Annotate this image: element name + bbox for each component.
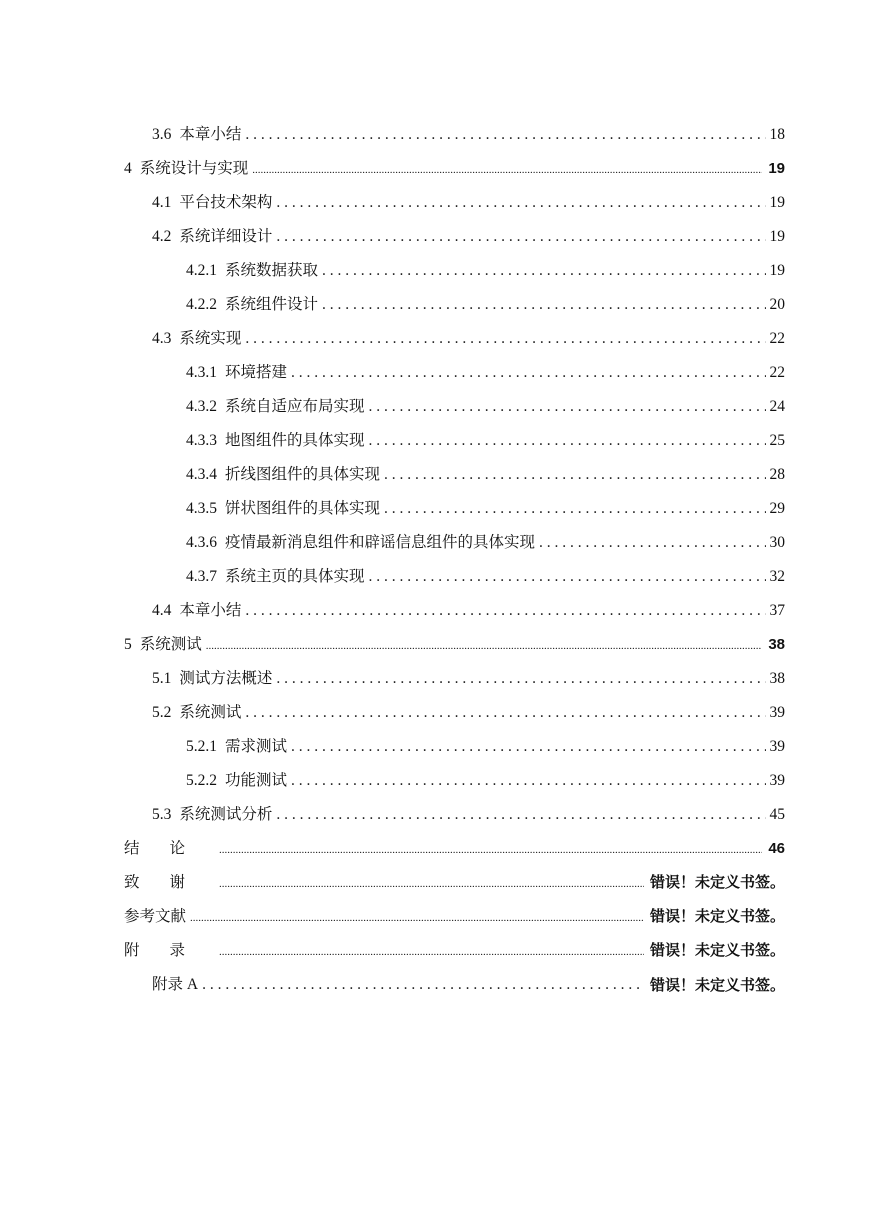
- toc-entry-4-3-7[interactable]: [0, 560, 869, 594]
- toc-entry-page: 37: [769, 602, 785, 619]
- toc-entry-number: 5.2.2: [186, 772, 217, 789]
- toc-entry-page: 45: [769, 806, 785, 823]
- toc-entry-5[interactable]: [0, 628, 869, 662]
- dot-leader: [245, 322, 765, 356]
- toc-entry-number: 4.2: [152, 228, 172, 245]
- toc-entry-page: 错误！未定义书签。: [649, 908, 785, 925]
- toc-entry-number: 4.2.1: [186, 262, 217, 279]
- toc-entry-title: 致谢: [124, 874, 216, 891]
- toc-entry-number: 5.2.1: [186, 738, 217, 755]
- toc-entry-title: 参考文献: [124, 908, 187, 925]
- dot-leader: [219, 866, 644, 901]
- dot-leader: [322, 288, 765, 322]
- toc-entry-title: 功能测试: [225, 772, 288, 789]
- toc-entry-title: 系统主页的具体实现: [225, 568, 365, 585]
- toc-entry-page: 25: [769, 432, 785, 449]
- toc-entry-page: 18: [769, 126, 785, 143]
- toc-entry-page: 错误！未定义书签。: [649, 874, 785, 891]
- dot-leader: [291, 356, 765, 390]
- toc-entry-title: 系统设计与实现: [139, 160, 249, 177]
- toc-entry-title: 附录: [124, 942, 216, 959]
- toc-entry-appendix-a[interactable]: [0, 968, 869, 1002]
- toc-entry-4-2-1[interactable]: [0, 254, 869, 288]
- toc-entry-5-1[interactable]: [0, 662, 869, 696]
- toc-entry-page: 22: [769, 364, 785, 381]
- toc-entry-4-3-3[interactable]: [0, 424, 869, 458]
- table-of-contents: [0, 118, 869, 1002]
- toc-entry-title: 系统测试分析: [179, 806, 273, 823]
- toc-entry-page: 22: [769, 330, 785, 347]
- toc-entry-page: 38: [768, 636, 785, 653]
- toc-entry-number: 4.3: [152, 330, 172, 347]
- dot-leader: [291, 764, 765, 798]
- toc-entry-4-3-6[interactable]: [0, 526, 869, 560]
- toc-entry-title: 附录 A: [152, 976, 199, 993]
- toc-entry-number: 4: [124, 160, 132, 177]
- toc-entry-page: 39: [769, 772, 785, 789]
- toc-entry-page: 32: [769, 568, 785, 585]
- toc-entry-number: 5.2: [152, 704, 172, 721]
- toc-entry-number: 4.3.2: [186, 398, 217, 415]
- toc-entry-page: 46: [768, 840, 785, 857]
- toc-entry-conclusion[interactable]: [0, 832, 869, 866]
- toc-entry-5-2-1[interactable]: [0, 730, 869, 764]
- toc-entry-5-2[interactable]: [0, 696, 869, 730]
- toc-entry-title: 测试方法概述: [179, 670, 273, 687]
- dot-leader: [384, 492, 765, 526]
- toc-entry-number: 5.1: [152, 670, 172, 687]
- toc-entry-5-2-2[interactable]: [0, 764, 869, 798]
- toc-entry-page: 20: [769, 296, 785, 313]
- toc-entry-page: 39: [769, 704, 785, 721]
- toc-entry-4-3-5[interactable]: [0, 492, 869, 526]
- toc-entry-appendix[interactable]: [0, 934, 869, 968]
- dot-leader: [190, 900, 644, 935]
- toc-entry-number: 4.3.4: [186, 466, 217, 483]
- dot-leader: [245, 696, 765, 730]
- toc-entry-number: 4.2.2: [186, 296, 217, 313]
- toc-entry-4-3-1[interactable]: [0, 356, 869, 390]
- toc-entry-4[interactable]: [0, 152, 869, 186]
- dot-leader: [384, 458, 765, 492]
- toc-entry-page: 错误！未定义书签。: [649, 976, 785, 994]
- toc-entry-4-3-4[interactable]: [0, 458, 869, 492]
- toc-entry-4-4[interactable]: [0, 594, 869, 628]
- dot-leader: [219, 934, 644, 969]
- toc-entry-5-3[interactable]: [0, 798, 869, 832]
- toc-entry-references[interactable]: [0, 900, 869, 934]
- dot-leader: [369, 390, 766, 424]
- toc-entry-title: 需求测试: [225, 738, 288, 755]
- toc-entry-page: 30: [769, 534, 785, 551]
- toc-entry-4-3-2[interactable]: [0, 390, 869, 424]
- dot-leader: [322, 254, 765, 288]
- toc-entry-3-6[interactable]: [0, 118, 869, 152]
- toc-entry-number: 5: [124, 636, 132, 653]
- toc-entry-title: 地图组件的具体实现: [225, 432, 365, 449]
- toc-entry-title: 系统组件设计: [225, 296, 319, 313]
- dot-leader: [245, 118, 765, 152]
- toc-entry-page: 19: [769, 262, 785, 279]
- toc-entry-number: 4.3.5: [186, 500, 217, 517]
- toc-entry-title: 本章小结: [179, 126, 242, 143]
- toc-entry-page: 38: [769, 670, 785, 687]
- dot-leader: [202, 968, 644, 1002]
- toc-entry-title: 系统实现: [179, 330, 242, 347]
- toc-entry-number: 4.3.1: [186, 364, 217, 381]
- toc-entry-number: 4.3.6: [186, 534, 217, 551]
- dot-leader: [369, 560, 766, 594]
- toc-entry-4-2[interactable]: [0, 220, 869, 254]
- toc-entry-title: 平台技术架构: [179, 194, 273, 211]
- toc-entry-title: 系统测试: [139, 636, 202, 653]
- dot-leader: [245, 594, 765, 628]
- dot-leader: [276, 798, 765, 832]
- toc-entry-title: 系统测试: [179, 704, 242, 721]
- dot-leader: [369, 424, 766, 458]
- toc-entry-page: 19: [769, 228, 785, 245]
- toc-entry-number: 3.6: [152, 126, 172, 143]
- toc-entry-title: 系统自适应布局实现: [225, 398, 365, 415]
- dot-leader: [539, 526, 765, 560]
- dot-leader: [291, 730, 765, 764]
- toc-entry-title: 本章小结: [179, 602, 242, 619]
- toc-entry-page: 28: [769, 466, 785, 483]
- toc-entry-number: 4.3.3: [186, 432, 217, 449]
- toc-entry-number: 4.3.7: [186, 568, 217, 585]
- toc-entry-number: 5.3: [152, 806, 172, 823]
- toc-entry-title: 系统数据获取: [225, 262, 319, 279]
- toc-entry-page: 19: [768, 160, 785, 177]
- toc-entry-page: 19: [769, 194, 785, 211]
- dot-leader: [206, 628, 763, 663]
- toc-entry-page: 39: [769, 738, 785, 755]
- toc-entry-title: 结论: [124, 840, 216, 857]
- dot-leader: [276, 662, 765, 696]
- dot-leader: [276, 186, 765, 220]
- toc-entry-title: 疫情最新消息组件和辟谣信息组件的具体实现: [225, 534, 536, 551]
- toc-entry-4-1[interactable]: [0, 186, 869, 220]
- dot-leader: [252, 152, 762, 187]
- toc-entry-title: 折线图组件的具体实现: [225, 466, 381, 483]
- toc-entry-number: 4.1: [152, 194, 172, 211]
- toc-entry-4-3[interactable]: [0, 322, 869, 356]
- toc-entry-title: 环境搭建: [225, 364, 288, 381]
- toc-entry-4-2-2[interactable]: [0, 288, 869, 322]
- toc-entry-number: 4.4: [152, 602, 172, 619]
- toc-entry-title: 饼状图组件的具体实现: [225, 500, 381, 517]
- toc-entry-title: 系统详细设计: [179, 228, 273, 245]
- toc-entry-page: 错误！未定义书签。: [649, 942, 785, 959]
- dot-leader: [219, 832, 762, 867]
- toc-entry-acknowledgements[interactable]: [0, 866, 869, 900]
- toc-entry-page: 29: [769, 500, 785, 517]
- toc-entry-page: 24: [769, 398, 785, 415]
- dot-leader: [276, 220, 765, 254]
